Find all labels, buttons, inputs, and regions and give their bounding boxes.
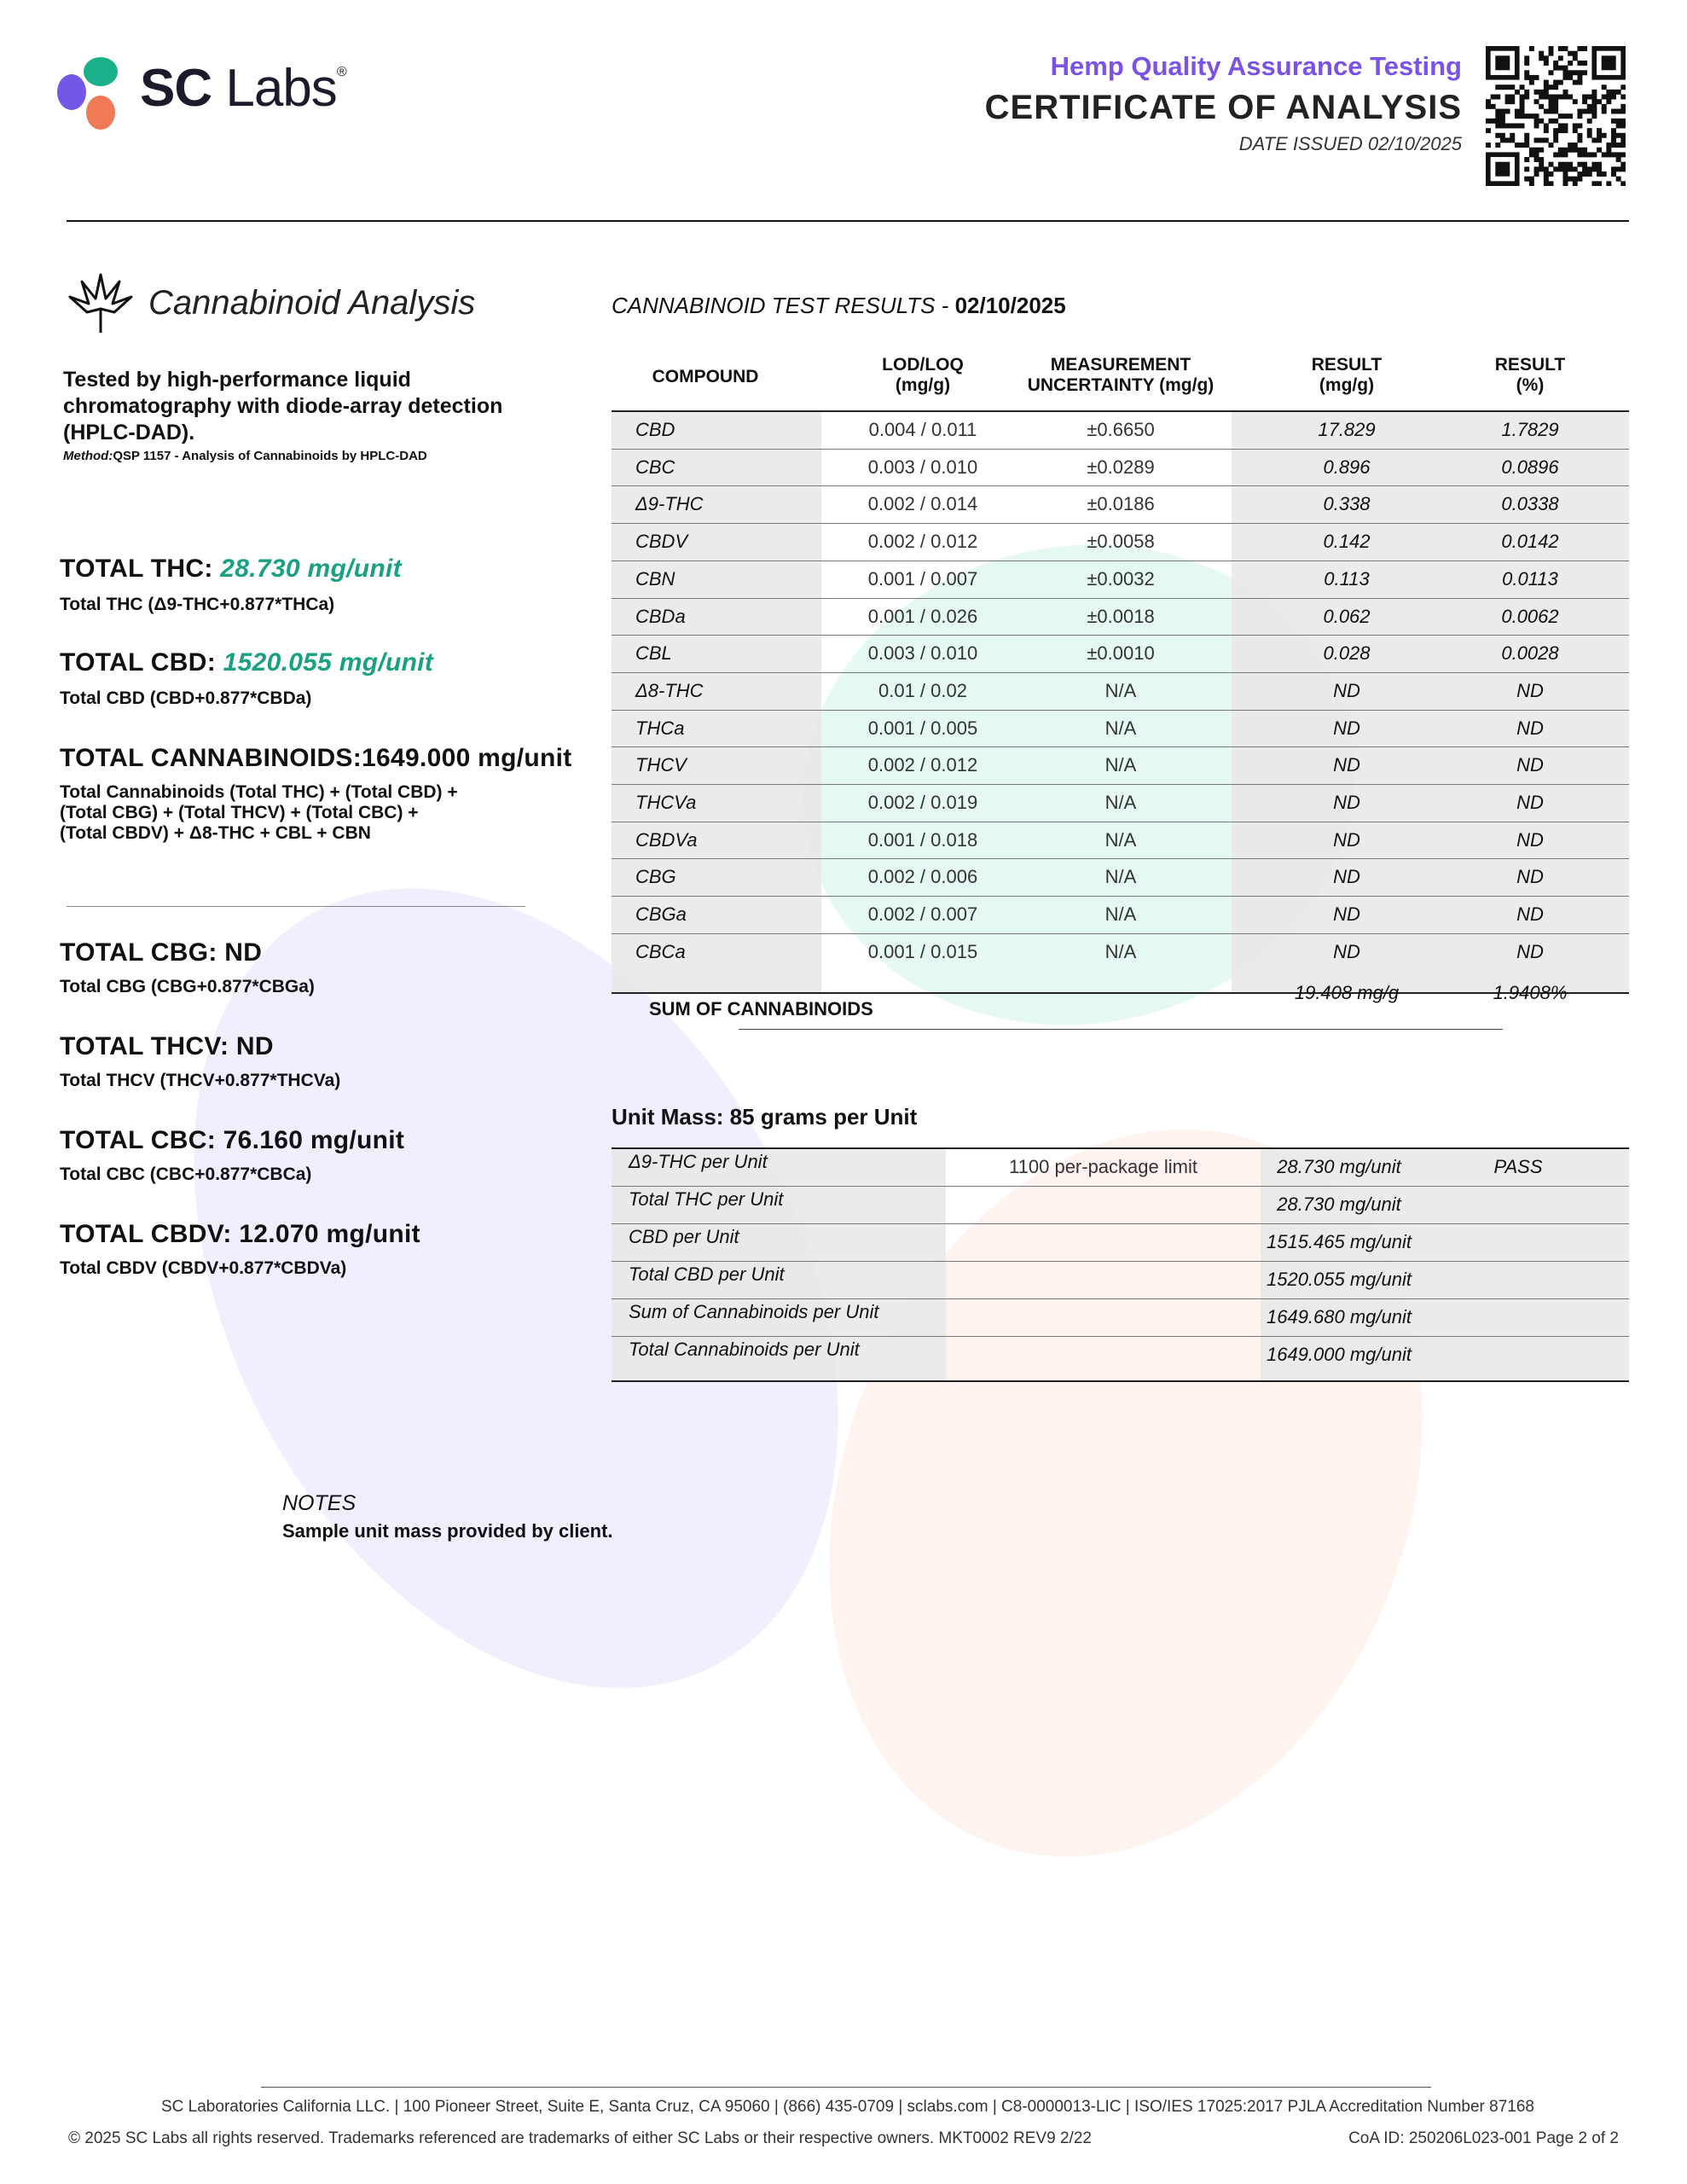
unit-label-cell: Sum of Cannabinoids per Unit bbox=[629, 1301, 879, 1322]
unit-value-cell: 28.730 mg/unit bbox=[1277, 1156, 1401, 1177]
logo-wordmark: SC Labs® bbox=[140, 59, 346, 118]
result-mg-cell: 0.113 bbox=[1324, 568, 1370, 590]
unit-value-cell: 28.730 mg/unit bbox=[1277, 1194, 1401, 1215]
header-uncertainty bbox=[1010, 355, 1232, 396]
footer-copyright: © 2025 SC Labs all rights reserved. Trademarks referenced are trademarks of either SC Labs or their respective owners. MKT0002 REV9 2/22 bbox=[68, 2129, 1092, 2147]
header-lod-loq-line2: (mg/g) bbox=[895, 375, 951, 395]
lod-loq-cell: 0.001 / 0.018 bbox=[867, 829, 978, 851]
unit-label-cell: CBD per Unit bbox=[629, 1226, 739, 1247]
notes-text: Sample unit mass provided by client. bbox=[282, 1520, 613, 1542]
header-uncertainty-line1: MEASUREMENT bbox=[1050, 355, 1191, 375]
result-mg-cell: 0.338 bbox=[1323, 493, 1371, 514]
result-pct-cell: ND bbox=[1516, 792, 1544, 813]
compound-cell: CBDVa bbox=[635, 829, 698, 851]
total-thcv-formula: Total THCV (THCV+0.877*THCVa) bbox=[60, 1071, 341, 1090]
total-cbd-heading bbox=[60, 648, 433, 677]
unit-limit-cell bbox=[946, 1298, 1261, 1336]
total-cbd-formula: Total CBD (CBD+0.877*CBDa) bbox=[60, 688, 312, 708]
unit-status-cell bbox=[1450, 1261, 1586, 1298]
header-result-mg-line1: RESULT bbox=[1311, 355, 1383, 375]
lod-loq-cell: 0.001 / 0.005 bbox=[867, 717, 978, 739]
cannabis-leaf-icon bbox=[67, 270, 135, 338]
result-mg-cell: 17.829 bbox=[1318, 419, 1376, 440]
qr-code-icon bbox=[1486, 46, 1626, 186]
footer-address: SC Laboratories California LLC. | 100 Pioneer Street, Suite E, Santa Cruz, CA 95060 | (866) 435-0709 | sclabs.com | C8-0000013-LIC | ISO/IES 17025:2017 PJLA Accreditation Number 87168 bbox=[161, 2098, 1534, 2116]
results-title-prefix: CANNABINOID TEST RESULTS - bbox=[612, 293, 955, 318]
unit-label-cell: Δ9-THC per Unit bbox=[629, 1151, 768, 1172]
unit-label-cell: Total Cannabinoids per Unit bbox=[629, 1339, 860, 1360]
sum-of-cannabinoids-label: SUM OF CANNABINOIDS bbox=[649, 998, 873, 1019]
result-pct-cell: 0.0062 bbox=[1501, 606, 1559, 627]
uncertainty-cell: ±0.0186 bbox=[1087, 493, 1155, 514]
lod-loq-cell: 0.002 / 0.012 bbox=[867, 531, 978, 552]
lod-loq-cell: 0.001 / 0.015 bbox=[867, 941, 978, 962]
unit-limit-cell bbox=[946, 1186, 1261, 1223]
result-pct-cell: ND bbox=[1516, 754, 1544, 775]
compound-cell: Δ9-THC bbox=[635, 493, 704, 514]
total-cbg-formula: Total CBG (CBG+0.877*CBGa) bbox=[60, 977, 315, 996]
uncertainty-cell: ±0.0289 bbox=[1087, 456, 1155, 478]
unit-value-cell: 1520.055 mg/unit bbox=[1266, 1269, 1412, 1290]
unit-label-cell: Total THC per Unit bbox=[629, 1188, 784, 1210]
test-method-description: Tested by high-performance liquid chromatography with diode-array detection (HPLC-DAD). bbox=[63, 368, 503, 444]
uncertainty-cell: N/A bbox=[1104, 792, 1137, 813]
lod-loq-cell: 0.002 / 0.012 bbox=[867, 754, 978, 775]
result-mg-cell: 0.142 bbox=[1323, 531, 1371, 552]
header-result-pct-line1: RESULT bbox=[1494, 355, 1566, 375]
footer-divider bbox=[261, 2087, 1431, 2088]
total-cannabinoids-formula-line2: (Total CBG) + (Total THCV) + (Total CBC) + bbox=[60, 803, 419, 822]
result-mg-cell: 0.062 bbox=[1323, 606, 1371, 627]
unit-limit-cell bbox=[946, 1261, 1261, 1298]
result-mg-cell: ND bbox=[1333, 680, 1360, 701]
total-cbc-heading: TOTAL CBC: 76.160 mg/unit bbox=[60, 1126, 405, 1154]
result-pct-cell: 0.0896 bbox=[1501, 456, 1559, 478]
header-result-mg bbox=[1232, 355, 1462, 396]
total-cbd-value: 1520.055 mg/unit bbox=[223, 648, 434, 677]
compound-cell: Δ8-THC bbox=[635, 680, 704, 701]
unit-table-bottom-rule bbox=[612, 1380, 1629, 1382]
unit-value-cell: 1649.000 mg/unit bbox=[1266, 1344, 1412, 1365]
compound-cell: CBL bbox=[635, 642, 672, 664]
uncertainty-cell: N/A bbox=[1104, 754, 1137, 775]
total-cbc-formula: Total CBC (CBC+0.877*CBCa) bbox=[60, 1165, 312, 1184]
lod-loq-cell: 0.001 / 0.026 bbox=[867, 606, 978, 627]
compound-cell: CBN bbox=[635, 568, 675, 590]
compound-cell: CBDa bbox=[635, 606, 686, 627]
total-cbg-heading: TOTAL CBG: ND bbox=[60, 938, 263, 967]
result-mg-cell: ND bbox=[1333, 866, 1360, 887]
total-thc-heading bbox=[60, 555, 402, 584]
uncertainty-cell: ±0.0018 bbox=[1087, 606, 1155, 627]
result-mg-cell: ND bbox=[1333, 941, 1360, 962]
notes-title: NOTES bbox=[282, 1491, 357, 1515]
unit-status-cell bbox=[1450, 1223, 1586, 1261]
total-thc-value: 28.730 mg/unit bbox=[220, 555, 402, 583]
sum-result-mg: 19.408 mg/g bbox=[1294, 982, 1400, 1003]
header-divider bbox=[67, 220, 1629, 222]
uncertainty-cell: ±0.0058 bbox=[1087, 531, 1155, 552]
unit-status-cell: PASS bbox=[1493, 1156, 1543, 1177]
result-pct-cell: 0.0113 bbox=[1502, 568, 1558, 590]
lod-loq-cell: 0.001 / 0.007 bbox=[867, 568, 978, 590]
result-pct-cell: 0.0028 bbox=[1501, 642, 1559, 664]
result-pct-cell: 0.0338 bbox=[1501, 493, 1559, 514]
total-cbd-label: TOTAL CBD: bbox=[60, 648, 223, 677]
result-pct-cell: ND bbox=[1516, 903, 1544, 925]
uncertainty-cell: ±0.0010 bbox=[1087, 642, 1155, 664]
uncertainty-cell: N/A bbox=[1104, 866, 1137, 887]
total-cannabinoids-formula-line1: Total Cannabinoids (Total THC) + (Total CBD) + bbox=[60, 782, 458, 802]
sc-labs-logo bbox=[55, 53, 362, 135]
sum-rule bbox=[739, 1029, 1503, 1030]
logo-mark-icon bbox=[55, 53, 133, 135]
result-pct-cell: ND bbox=[1516, 866, 1544, 887]
header-result-mg-line2: (mg/g) bbox=[1319, 375, 1375, 395]
compound-cell: THCVa bbox=[635, 792, 697, 813]
total-cannabinoids-formula-line3: (Total CBDV) + Δ8-THC + CBL + CBN bbox=[60, 823, 371, 843]
total-thc-formula: Total THC (Δ9-THC+0.877*THCa) bbox=[60, 595, 335, 614]
result-mg-cell: ND bbox=[1333, 754, 1360, 775]
lod-loq-cell: 0.002 / 0.007 bbox=[867, 903, 978, 925]
lod-loq-cell: 0.002 / 0.019 bbox=[867, 792, 978, 813]
compound-cell: THCa bbox=[635, 717, 685, 739]
uncertainty-cell: N/A bbox=[1104, 717, 1137, 739]
unit-mass-title: Unit Mass: 85 grams per Unit bbox=[612, 1104, 918, 1130]
results-title bbox=[612, 293, 1066, 319]
uncertainty-cell: ±0.6650 bbox=[1087, 419, 1155, 440]
unit-label-cell: Total CBD per Unit bbox=[629, 1263, 785, 1285]
lod-loq-cell: 0.002 / 0.014 bbox=[867, 493, 978, 514]
unit-limit-cell bbox=[946, 1336, 1261, 1374]
result-mg-cell: ND bbox=[1333, 903, 1360, 925]
lod-loq-cell: 0.002 / 0.006 bbox=[867, 866, 978, 887]
lod-loq-cell: 0.003 / 0.010 bbox=[867, 456, 978, 478]
result-pct-cell: ND bbox=[1516, 680, 1544, 701]
compound-cell: CBCa bbox=[635, 941, 686, 962]
header-result-pct-line2: (%) bbox=[1516, 375, 1545, 395]
unit-value-cell: 1649.680 mg/unit bbox=[1266, 1306, 1412, 1327]
lod-loq-cell: 0.003 / 0.010 bbox=[867, 642, 978, 664]
compound-cell: CBC bbox=[635, 456, 675, 478]
unit-value-cell: 1515.465 mg/unit bbox=[1266, 1231, 1412, 1252]
result-pct-cell: ND bbox=[1516, 829, 1544, 851]
unit-status-cell bbox=[1450, 1298, 1586, 1336]
uncertainty-cell: N/A bbox=[1104, 941, 1137, 962]
result-mg-cell: 0.896 bbox=[1323, 456, 1371, 478]
sum-result-pct: 1.9408% bbox=[1493, 982, 1568, 1003]
header-result-pct bbox=[1462, 355, 1598, 396]
method-label: Method: bbox=[63, 449, 113, 463]
total-cbdv-formula: Total CBDV (CBDV+0.877*CBDVa) bbox=[60, 1258, 347, 1278]
section-title: Cannabinoid Analysis bbox=[148, 284, 476, 322]
lod-loq-cell: 0.01 / 0.02 bbox=[878, 680, 967, 701]
uncertainty-cell: N/A bbox=[1104, 829, 1137, 851]
compound-cell: CBD bbox=[635, 419, 675, 440]
result-mg-cell: ND bbox=[1333, 717, 1360, 739]
result-mg-cell: 0.028 bbox=[1323, 642, 1371, 664]
compound-cell: CBGa bbox=[635, 903, 687, 925]
unit-status-cell bbox=[1450, 1186, 1586, 1223]
header-compound: COMPOUND bbox=[652, 367, 759, 386]
uncertainty-cell: ±0.0032 bbox=[1087, 568, 1155, 590]
result-pct-cell: 0.0142 bbox=[1501, 531, 1559, 552]
footer-coa-id: CoA ID: 250206L023-001 Page 2 of 2 bbox=[1348, 2129, 1619, 2147]
method-reference bbox=[63, 449, 427, 463]
compound-cell: CBG bbox=[635, 866, 676, 887]
lod-loq-cell: 0.004 / 0.011 bbox=[868, 419, 977, 440]
unit-limit-cell: 1100 per-package limit bbox=[1009, 1156, 1197, 1177]
result-mg-cell: ND bbox=[1333, 829, 1360, 851]
result-mg-cell: ND bbox=[1333, 792, 1360, 813]
method-value: QSP 1157 - Analysis of Cannabinoids by HPLC-DAD bbox=[113, 449, 427, 463]
total-cbdv-heading: TOTAL CBDV: 12.070 mg/unit bbox=[60, 1220, 420, 1248]
left-divider bbox=[67, 906, 525, 907]
unit-status-cell bbox=[1450, 1336, 1586, 1374]
result-pct-cell: ND bbox=[1516, 941, 1544, 962]
document-title: CERTIFICATE OF ANALYSIS bbox=[984, 89, 1462, 126]
compound-cell: CBDV bbox=[635, 531, 688, 552]
uncertainty-cell: N/A bbox=[1104, 903, 1137, 925]
unit-limit-cell bbox=[946, 1223, 1261, 1261]
result-pct-cell: 1.7829 bbox=[1501, 419, 1559, 440]
uncertainty-cell: N/A bbox=[1104, 680, 1137, 701]
total-thc-label: TOTAL THC: bbox=[60, 555, 221, 583]
date-issued: DATE ISSUED 02/10/2025 bbox=[1238, 133, 1462, 154]
total-thcv-heading: TOTAL THCV: ND bbox=[60, 1032, 274, 1060]
header-lod-loq-line1: LOD/LOQ bbox=[882, 355, 964, 375]
result-pct-cell: ND bbox=[1516, 717, 1544, 739]
total-cannabinoids-heading: TOTAL CANNABINOIDS:1649.000 mg/unit bbox=[60, 744, 572, 772]
results-title-date: 02/10/2025 bbox=[954, 293, 1066, 318]
header-lod-loq bbox=[820, 355, 1025, 396]
header-subtitle: Hemp Quality Assurance Testing bbox=[1050, 51, 1462, 81]
compound-cell: THCV bbox=[635, 754, 687, 775]
header-uncertainty-line2: UNCERTAINTY (mg/g) bbox=[1027, 375, 1215, 395]
